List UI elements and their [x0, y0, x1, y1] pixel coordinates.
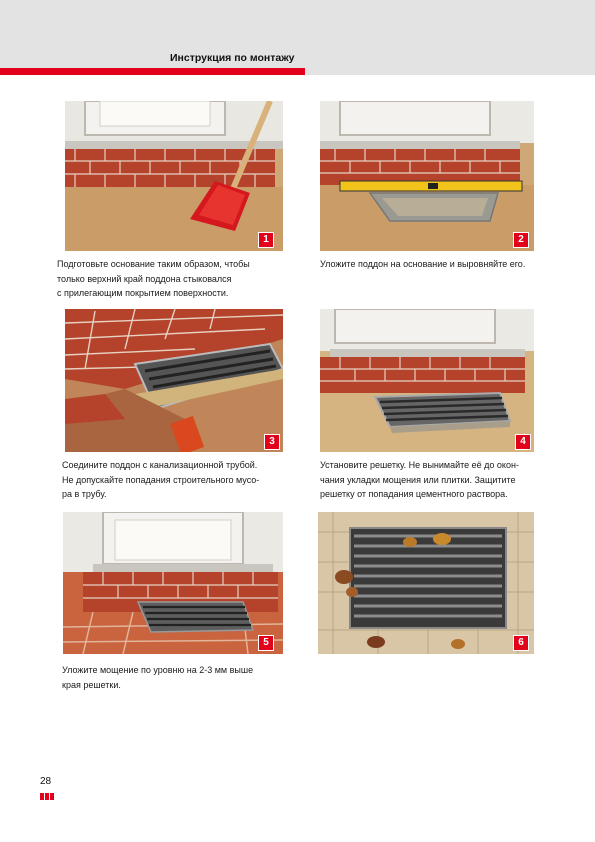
caption-line: Соедините поддон с канализационной трубой.	[62, 460, 258, 470]
step-2-photo	[320, 101, 534, 251]
step-3-photo	[65, 309, 283, 452]
page-mark-icon	[40, 793, 54, 800]
step-4-photo	[320, 309, 534, 452]
step-5-caption	[62, 663, 302, 692]
step-2-caption	[320, 257, 550, 272]
caption-line: Подготовьте основание таким образом, чтобы	[57, 259, 250, 269]
step-5-badge: 5	[258, 635, 274, 651]
step-6-photo	[318, 512, 534, 654]
step-5-photo	[63, 512, 283, 654]
header-title: Инструкция по монтажу	[170, 52, 295, 64]
step-1-photo	[65, 101, 283, 251]
caption-line: решетку от попадания цементного раствора.	[320, 489, 508, 499]
caption-line: Не допускайте попадания строительного мусо-	[62, 474, 260, 485]
caption-line: Уложите мощение по уровню на 2-3 мм выше	[62, 665, 254, 675]
step-1-badge: 1	[258, 232, 274, 248]
caption-line: Установите решетку. Не вынимайте её до окон-	[320, 460, 519, 470]
page-number: 28	[40, 776, 52, 787]
step-4-badge: 4	[515, 434, 531, 450]
caption-line: только верхний край поддона стыковался	[57, 273, 232, 284]
caption-line: ра в трубу.	[62, 489, 107, 499]
step-2-badge: 2	[513, 232, 529, 248]
caption-line: чания укладки мощения или плитки. Защитите	[320, 474, 516, 485]
caption-line: края решетки.	[62, 679, 121, 690]
caption-line: с прилегающим покрытием поверхности.	[57, 288, 229, 298]
step-3-badge: 3	[264, 434, 280, 450]
step-1-caption	[57, 257, 297, 301]
page-header	[0, 0, 595, 75]
header-accent-bar	[0, 68, 305, 75]
step-6-badge: 6	[513, 635, 529, 651]
step-4-caption	[320, 458, 560, 502]
caption-line: Уложите поддон на основание и выровняйте его.	[320, 259, 526, 269]
step-3-caption	[62, 458, 302, 502]
